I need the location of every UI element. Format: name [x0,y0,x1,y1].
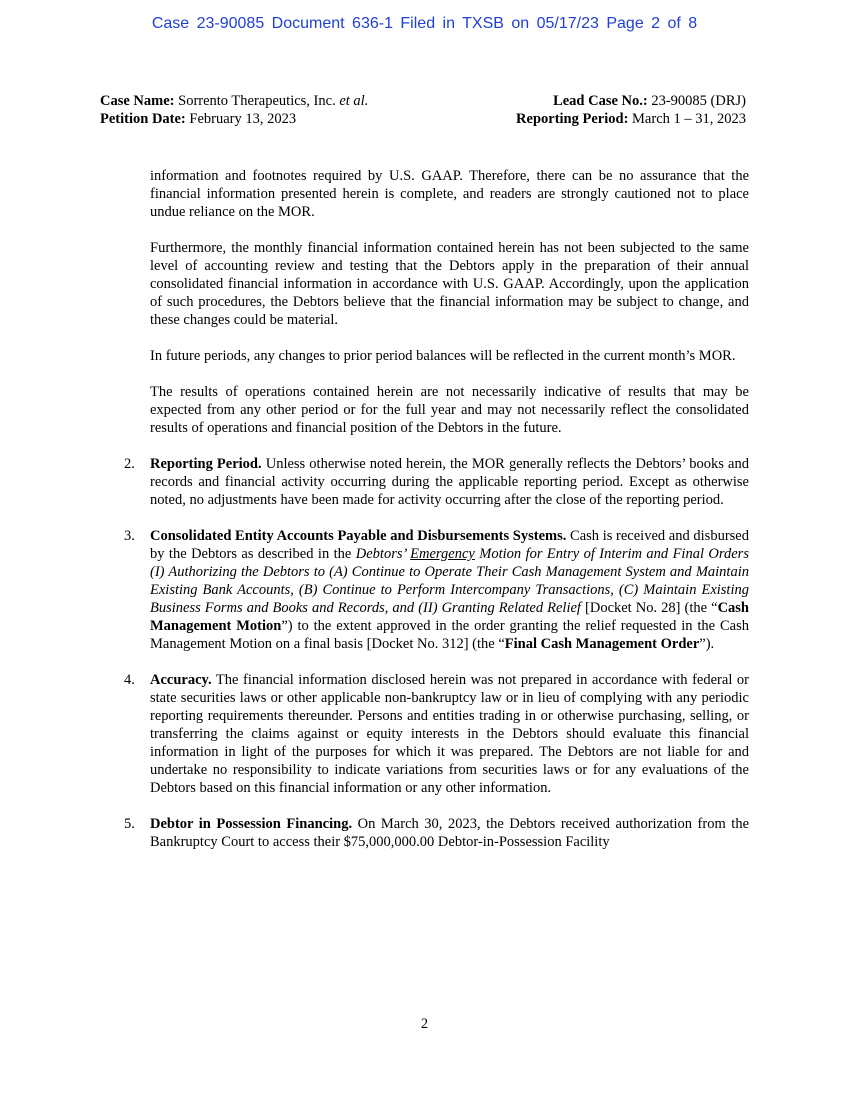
note-accuracy [124,671,749,797]
note-text: ”) to the extent approved in the order granting the relief requested in the Cash Management Motion on a final basis [Docket No. 312] (the “ [150,618,749,652]
lead-case-label: Lead Case No.: [553,93,648,109]
emergency-underline: Emergency [410,546,475,562]
defined-term: Cash Management Motion [150,600,749,634]
reporting-period-label: Reporting Period: [516,111,629,127]
note-text: Unless otherwise noted herein, the MOR generally reflects the Debtors’ books and records and financial activity occurring during the applicable reporting period. Except as otherwise noted, no adjustments have been made for activity occurring after the close of the reporting period. [150,456,749,508]
motion-title-emphasis [410,546,475,562]
petition-date-label: Petition Date: [100,111,186,127]
note-text: [Docket No. 28] (the “ [580,600,718,616]
note-reporting-period [124,455,749,509]
reporting-period-line [516,110,746,128]
note-title: Consolidated Entity Accounts Payable and Disbursements Systems. [150,528,567,544]
note-text: Cash is received and disbursed by the Debtors as described in the [150,528,749,562]
note-title: Reporting Period. [150,456,262,472]
note-text: ”). [699,636,715,652]
lead-case-line [516,92,746,110]
petition-date-value: February 13, 2023 [185,111,297,127]
motion-title-part: Motion for Entry of Interim and Final Orders (I) Authorizing the Debtors to (A) Continue to Operate Their Cash Management System and Maintain Existing Bank Accounts, (B) Continue to Perform Intercompany Transactions, (C) Maintain Existing Business Forms and Books and Records, and (II) Granting Related Relief [150,546,749,616]
note-number: 2. [124,456,135,472]
header-left [100,92,368,128]
paragraph: In future periods, any changes to prior period balances will be reflected in the current month’s MOR. [150,348,736,364]
note-number: 5. [124,816,135,832]
case-name-etal: et al. [339,93,369,109]
lead-case-value: 23-90085 (DRJ) [647,93,746,109]
paragraph: Furthermore, the monthly financial information contained herein has not been subjected to the same level of accounting review and testing that the Debtors apply in the preparation of their annual consolidated financial information in accordance with U.S. GAAP. Accordingly, upon the application of such procedures, the Debtors believe that the financial information may be subject to change, and these changes could be material. [150,240,749,328]
case-name-line [100,92,368,110]
note-title: Accuracy. [150,672,212,688]
note-number: 4. [124,672,135,688]
note-dip-financing [124,815,749,851]
paragraph: The results of operations contained herein are not necessarily indicative of results that may be expected from any other period or for the full year and may not necessarily reflect the consolidated results of operations and financial position of the Debtors in the future. [150,384,749,436]
note-title: Debtor in Possession Financing. [150,816,353,832]
case-name-label: Case Name: [100,93,175,109]
header-right [516,92,746,128]
reporting-period-value: March 1 – 31, 2023 [628,111,746,127]
note-accounts-payable [124,527,749,653]
court-filing-stamp: Case 23-90085 Document 636-1 Filed in TXSB on 05/17/23 Page 2 of 8 [151,15,698,32]
note-text: The financial information disclosed herein was not prepared in accordance with federal or state securities laws or other applicable non-bankruptcy law or in lieu of complying with any periodic reporting requirements thereunder. Persons and entities trading in or otherwise purchasing, selling, or transferring the claims against or equity interests in the Debtors should evaluate this financial information in light of the purposes for which it was prepared. The Debtors are not liable for and undertake no responsibility to indicate variations from securities laws or for any evaluations of the Debtors based on this financial information or any other information. [150,672,749,796]
defined-term: Final Cash Management Order [504,636,700,652]
page-number: 2 [420,1016,429,1032]
document-body [124,167,749,869]
paragraph: information and footnotes required by U.S. GAAP. Therefore, there can be no assurance that the financial information presented herein is complete, and readers are strongly cautioned not to place undue reliance on the MOR. [150,168,749,220]
petition-date-line [100,110,368,128]
motion-title-part: Debtors’ [355,546,411,562]
note-number: 3. [124,528,135,544]
case-name-value: Sorrento Therapeutics, Inc. [174,93,340,109]
note-text: On March 30, 2023, the Debtors received authorization from the Bankruptcy Court to access their $75,000,000.00 Debtor-in-Possession Facility [150,816,749,850]
